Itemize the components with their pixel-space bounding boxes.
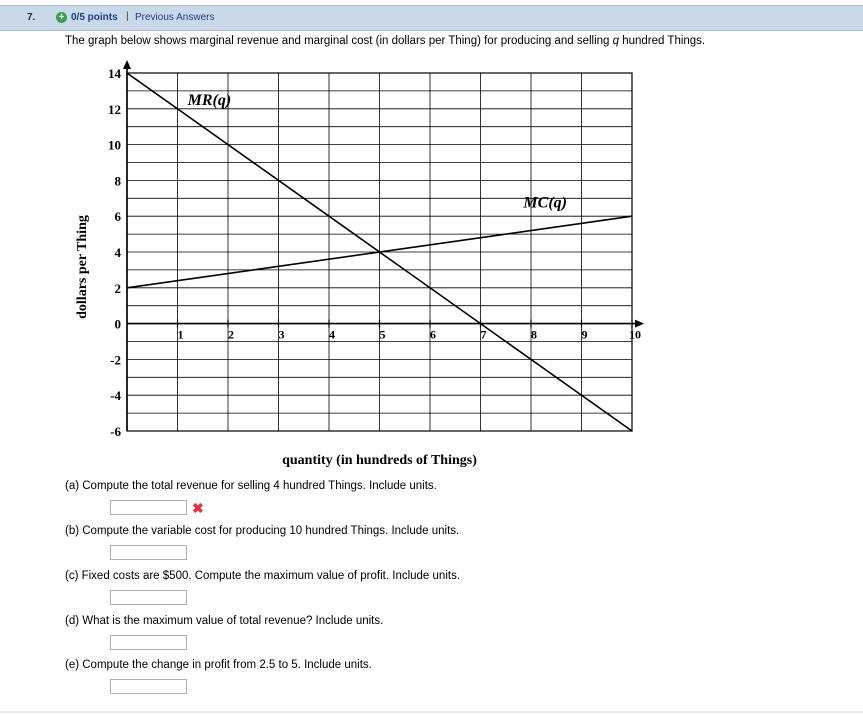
x-tick-label: 3	[278, 327, 285, 342]
x-axis-arrow	[635, 320, 644, 328]
x-axis-title: quantity (in hundreds of Things)	[282, 453, 477, 468]
answer-e-input[interactable]	[110, 679, 187, 694]
mr-series-label: MR(q)	[187, 92, 232, 110]
x-tick-label: 1	[177, 327, 184, 342]
question-number: 7.	[27, 12, 36, 23]
prompt-after: hundred Things.	[619, 35, 706, 47]
question-a-text: (a) Compute the total revenue for selling 4 hundred Things. Include units.	[65, 480, 437, 492]
y-tick-label: -2	[110, 352, 121, 368]
answer-a-input[interactable]	[110, 500, 187, 515]
question-b-text: (b) Compute the variable cost for producing 10 hundred Things. Include units.	[65, 525, 460, 537]
previous-answers-link[interactable]: Previous Answers	[135, 12, 215, 23]
x-tick-label: 7	[480, 327, 487, 342]
question-e-text: (e) Compute the change in profit from 2.5 to 5. Include units.	[65, 659, 372, 671]
y-tick-label: 4	[114, 245, 121, 260]
mc-series-label: MC(q)	[523, 194, 567, 212]
wrong-icon: ✖	[192, 500, 204, 516]
prompt-before: The graph below shows marginal revenue and marginal cost (in dollars per Thing) for producing and selling	[65, 35, 613, 47]
marginal-chart	[60, 50, 660, 475]
points-label: 0/5 points	[71, 12, 118, 23]
header-separator: |	[126, 11, 129, 22]
y-tick-label: 14	[108, 66, 121, 81]
y-tick-label: 6	[114, 209, 121, 225]
x-tick-label: 10	[629, 327, 641, 342]
question-d-text: (d) What is the maximum value of total revenue? Include units.	[65, 615, 384, 627]
question-prompt	[65, 35, 705, 47]
answer-c-input[interactable]	[110, 590, 187, 605]
y-tick-label: -4	[110, 388, 121, 404]
y-tick-label: 12	[108, 101, 121, 117]
plus-icon[interactable]: +	[56, 12, 67, 23]
y-tick-label: 8	[114, 173, 121, 189]
question-header	[0, 5, 863, 31]
prompt-variable: q	[612, 35, 620, 47]
question-c-text: (c) Fixed costs are $500. Compute the maximum value of profit. Include units.	[65, 570, 461, 582]
x-tick-label: 4	[329, 327, 335, 342]
y-tick-label: 0	[114, 316, 121, 332]
x-tick-label: 6	[430, 327, 436, 342]
answer-b-input[interactable]	[110, 545, 187, 560]
y-axis-title: dollars per Thing	[75, 215, 90, 319]
y-axis-arrow	[123, 60, 131, 69]
x-tick-label: 2	[228, 327, 234, 342]
y-tick-label: 10	[108, 137, 121, 153]
y-tick-label: 2	[114, 280, 121, 296]
y-tick-label: -6	[110, 424, 121, 439]
chart-axes	[123, 60, 644, 431]
x-tick-label: 9	[581, 327, 588, 342]
x-tick-label: 5	[379, 327, 386, 342]
bottom-divider	[0, 711, 863, 713]
answer-d-input[interactable]	[110, 635, 187, 650]
x-tick-label: 8	[531, 327, 537, 342]
